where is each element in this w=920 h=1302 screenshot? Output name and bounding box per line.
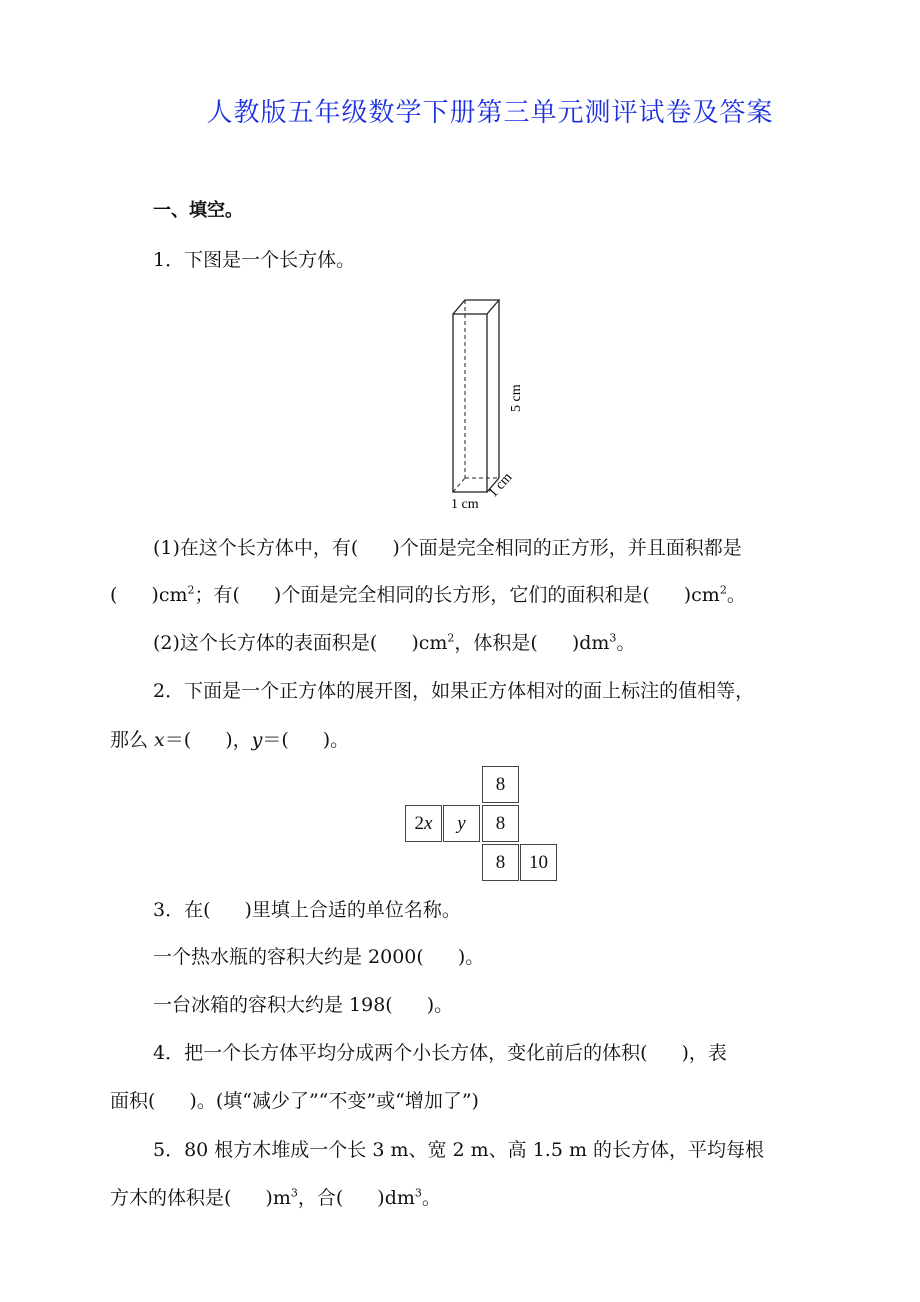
q4-line2: 面积( )。(填“减少了”“不变”或“增加了”) [110, 1090, 479, 1112]
cuboid-top-edge [453, 300, 499, 314]
section-heading: 一、填空。 [153, 200, 243, 221]
cuboid-front-face [453, 314, 487, 492]
cuboid-figure [440, 292, 540, 514]
q5-line2: 方木的体积是( )$m^3$，合( )$dm^3$。 [110, 1186, 441, 1209]
q3-intro: 3．在( )里填上合适的单位名称。 [153, 899, 461, 921]
q1-intro: 1．下图是一个长方体。 [153, 249, 356, 271]
net-cell-2x: 2 x [405, 805, 442, 842]
cube-net [405, 766, 559, 881]
q4-line1: 4．把一个长方体平均分成两个小长方体，变化前后的体积( )，表 [153, 1042, 727, 1064]
q1-part1-line2: ( )$cm^2$；有( )个面是完全相同的长方形，它们的面积和是( )$cm^2$。 [110, 583, 746, 606]
cuboid-width-label: 1 cm [451, 497, 479, 512]
q1-part1-line1: (1)在这个长方体中，有( )个面是完全相同的正方形，并且面积都是 [153, 537, 742, 559]
net-cell-bottom-right: 10 [520, 844, 557, 881]
page-title: 人教版五年级数学下册第三单元测评试卷及答案 [206, 98, 774, 128]
q3-item2: 一台冰箱的容积大约是 198( )。 [153, 994, 454, 1016]
net-cell-top: 8 [482, 766, 519, 803]
net-cell-y: y [443, 805, 480, 842]
net-cell-bottom: 8 [482, 844, 519, 881]
cuboid-height-label: 5 cm [509, 384, 524, 412]
q2-line2: 那么 x＝( )，y＝( )。 [110, 729, 350, 751]
q1-part2: (2)这个长方体的表面积是( )$cm^2$，体积是( )$dm^3$。 [153, 631, 636, 654]
q3-item1: 一个热水瓶的容积大约是 2000( )。 [153, 946, 485, 968]
q2-line1: 2．下面是一个正方体的展开图，如果正方体相对的面上标注的值相等， [153, 680, 755, 702]
cuboid-depth-label: 1 cm [485, 470, 516, 501]
net-cell-middle: 8 [482, 805, 519, 842]
q5-line1: 5．80 根方木堆成一个长 3 m、宽 2 m、高 1.5 m 的长方体，平均每根 [153, 1139, 765, 1161]
cuboid-hidden-diagonal [453, 478, 465, 492]
